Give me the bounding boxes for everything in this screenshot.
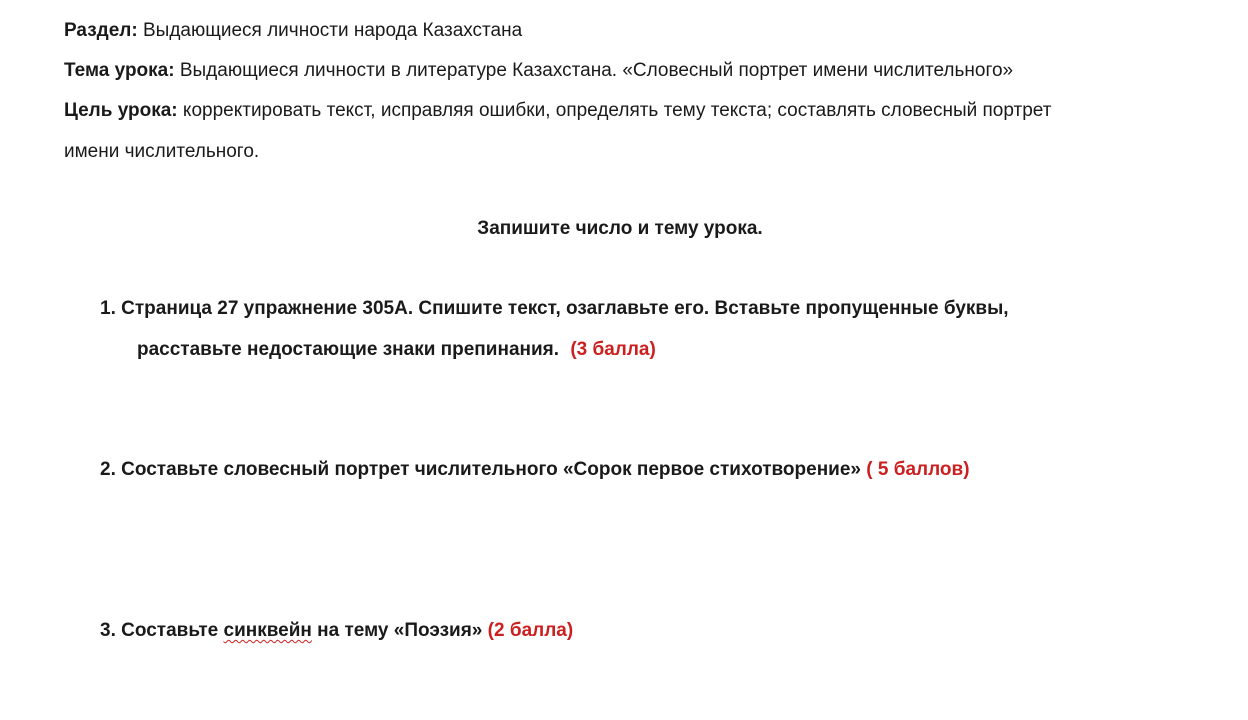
- goal-line: [64, 98, 1051, 124]
- topic-line: [64, 58, 1013, 84]
- task-2-points: ( 5 баллов): [866, 459, 970, 480]
- topic-label: Тема урока:: [64, 60, 175, 81]
- task-3-points: (2 балла): [487, 620, 574, 641]
- task-2-text: Составьте словесный портрет числительного «Сорок первое стихотворение»: [121, 459, 861, 480]
- task-3: [100, 618, 573, 644]
- task-1-line2: [137, 337, 656, 363]
- task-1-line1: [100, 296, 1009, 322]
- goal-label: Цель урока:: [64, 100, 178, 121]
- section-label: Раздел:: [64, 20, 138, 41]
- task-1-text-line2: расставьте недостающие знаки препинания.: [137, 339, 560, 360]
- task-3-text-before: Составьте: [121, 620, 219, 641]
- task-3-text-after: на тему «Поэзия»: [317, 620, 483, 641]
- task-2-number: 2.: [100, 459, 116, 480]
- goal-text-line2: имени числительного.: [64, 141, 260, 162]
- task-3-number: 3.: [100, 620, 116, 641]
- instruction-heading: Запишите число и тему урока.: [477, 218, 763, 239]
- goal-text-line1: корректировать текст, исправляя ошибки, определять тему текста; составлять словесный портрет: [182, 100, 1052, 121]
- task-1-number: 1.: [100, 298, 116, 319]
- goal-line-continued: [64, 139, 259, 165]
- task-3-spellcheck-word[interactable]: синквейн: [223, 620, 312, 641]
- topic-text: Выдающиеся личности в литературе Казахстана. «Словесный портрет имени числительного»: [179, 60, 1014, 81]
- task-1-points: (3 балла): [570, 339, 656, 360]
- section-line: [64, 18, 522, 44]
- task-1-text-line1: Страница 27 упражнение 305А. Спишите текст, озаглавьте его. Вставьте пропущенные буквы,: [121, 298, 1009, 319]
- section-text: Выдающиеся личности народа Казахстана: [142, 20, 523, 41]
- task-2: [100, 457, 970, 483]
